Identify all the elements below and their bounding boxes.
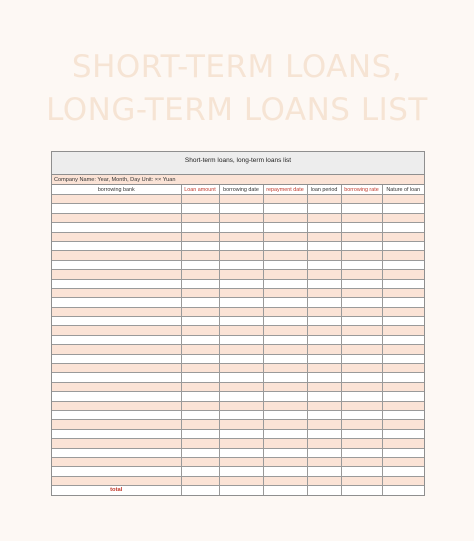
- table-cell[interactable]: [382, 354, 424, 363]
- table-cell[interactable]: [341, 420, 382, 429]
- table-cell[interactable]: [382, 204, 424, 213]
- table-cell[interactable]: [341, 298, 382, 307]
- total-cell[interactable]: [382, 486, 424, 495]
- table-cell[interactable]: [52, 335, 181, 344]
- table-cell[interactable]: [263, 382, 307, 391]
- table-cell[interactable]: [52, 317, 181, 326]
- table-cell[interactable]: [382, 241, 424, 250]
- table-cell[interactable]: [181, 373, 219, 382]
- table-cell[interactable]: [341, 241, 382, 250]
- table-cell[interactable]: [382, 448, 424, 457]
- col-header-loan-period: loan period: [307, 185, 341, 195]
- table-cell[interactable]: [307, 223, 341, 232]
- col-header-borrowing-bank: borrowing bank: [52, 185, 181, 195]
- table-cell[interactable]: [52, 420, 181, 429]
- table-cell[interactable]: [219, 420, 263, 429]
- table-cell[interactable]: [219, 439, 263, 448]
- page-title: [0, 46, 474, 132]
- table-cell[interactable]: [307, 270, 341, 279]
- table-cell[interactable]: [52, 260, 181, 269]
- table-row: [52, 195, 424, 204]
- table-cell[interactable]: [307, 410, 341, 419]
- table-row: [52, 326, 424, 335]
- table-cell[interactable]: [52, 345, 181, 354]
- table-cell[interactable]: [181, 232, 219, 241]
- table-cell[interactable]: [219, 335, 263, 344]
- table-cell[interactable]: [181, 476, 219, 485]
- table-cell[interactable]: [181, 401, 219, 410]
- table-row: [52, 429, 424, 438]
- table-row: [52, 223, 424, 232]
- total-label: total: [52, 486, 181, 495]
- table-cell[interactable]: [263, 373, 307, 382]
- company-unit-row: Company Name: Year, Month, Day Unit: ×× Yuan: [52, 175, 424, 185]
- table-cell[interactable]: [382, 260, 424, 269]
- table-cell[interactable]: [341, 373, 382, 382]
- table-cell[interactable]: [307, 401, 341, 410]
- table-cell[interactable]: [181, 279, 219, 288]
- table-cell[interactable]: [341, 251, 382, 260]
- table-cell[interactable]: [52, 364, 181, 373]
- table-cell[interactable]: [307, 476, 341, 485]
- table-cell[interactable]: [307, 364, 341, 373]
- table-cell[interactable]: [181, 429, 219, 438]
- table-cell[interactable]: [307, 213, 341, 222]
- table-row: [52, 448, 424, 457]
- table-cell[interactable]: [263, 410, 307, 419]
- col-header-loan-amount: Loan amount: [181, 185, 219, 195]
- table-row: [52, 307, 424, 316]
- table-cell[interactable]: [52, 373, 181, 382]
- table-cell[interactable]: [341, 204, 382, 213]
- table-cell[interactable]: [341, 345, 382, 354]
- table-cell[interactable]: [219, 476, 263, 485]
- table-cell[interactable]: [263, 439, 307, 448]
- col-header-borrowing-rate: borrowing rate: [341, 185, 382, 195]
- table-cell[interactable]: [307, 373, 341, 382]
- table-row: [52, 345, 424, 354]
- table-row: [52, 298, 424, 307]
- table-row: [52, 382, 424, 391]
- table-cell[interactable]: [52, 382, 181, 391]
- table-cell[interactable]: [263, 298, 307, 307]
- table-cell[interactable]: [52, 270, 181, 279]
- table-cell[interactable]: [307, 439, 341, 448]
- table-cell[interactable]: [307, 382, 341, 391]
- table-row: [52, 213, 424, 222]
- table-cell[interactable]: [341, 382, 382, 391]
- table-cell[interactable]: [307, 429, 341, 438]
- table-cell[interactable]: [52, 232, 181, 241]
- table-row: [52, 335, 424, 344]
- table-cell[interactable]: [263, 270, 307, 279]
- table-row: [52, 317, 424, 326]
- table-cell[interactable]: [181, 420, 219, 429]
- table-cell[interactable]: [382, 401, 424, 410]
- table-cell[interactable]: [219, 467, 263, 476]
- table-cell[interactable]: [52, 223, 181, 232]
- table-cell[interactable]: [341, 232, 382, 241]
- table-cell[interactable]: [181, 467, 219, 476]
- table-cell[interactable]: [181, 204, 219, 213]
- total-cell[interactable]: [181, 486, 219, 495]
- table-cell[interactable]: [307, 392, 341, 401]
- total-cell[interactable]: [341, 486, 382, 495]
- table-row: [52, 410, 424, 419]
- table-cell[interactable]: [341, 448, 382, 457]
- table-cell[interactable]: [382, 288, 424, 297]
- table-cell[interactable]: [382, 364, 424, 373]
- table-cell[interactable]: [263, 251, 307, 260]
- table-cell[interactable]: [307, 467, 341, 476]
- table-cell[interactable]: [263, 279, 307, 288]
- table-cell[interactable]: [181, 288, 219, 297]
- table-row: [52, 401, 424, 410]
- col-header-repayment-date: repayment date: [263, 185, 307, 195]
- table-cell[interactable]: [263, 213, 307, 222]
- table-cell[interactable]: [382, 213, 424, 222]
- table-cell[interactable]: [382, 307, 424, 316]
- table-cell[interactable]: [52, 467, 181, 476]
- table-cell[interactable]: [181, 335, 219, 344]
- sheet-title: Short-term loans, long-term loans list: [52, 152, 424, 175]
- table-cell[interactable]: [341, 410, 382, 419]
- table-cell[interactable]: [181, 457, 219, 466]
- table-cell[interactable]: [219, 251, 263, 260]
- table-cell[interactable]: [52, 354, 181, 363]
- table-cell[interactable]: [181, 251, 219, 260]
- table-row: [52, 354, 424, 363]
- table-cell[interactable]: [181, 223, 219, 232]
- loan-list-sheet: [51, 151, 425, 496]
- table-cell[interactable]: [263, 429, 307, 438]
- table-cell[interactable]: [341, 354, 382, 363]
- table-cell[interactable]: [341, 326, 382, 335]
- table-cell[interactable]: [181, 439, 219, 448]
- table-cell[interactable]: [307, 457, 341, 466]
- table-cell[interactable]: [181, 307, 219, 316]
- table-cell[interactable]: [263, 260, 307, 269]
- table-cell[interactable]: [52, 279, 181, 288]
- table-cell[interactable]: [263, 467, 307, 476]
- table-cell[interactable]: [219, 345, 263, 354]
- table-row: [52, 476, 424, 485]
- table-row: [52, 467, 424, 476]
- table-cell[interactable]: [382, 439, 424, 448]
- table-cell[interactable]: [382, 270, 424, 279]
- table-row: [52, 457, 424, 466]
- table-cell[interactable]: [52, 307, 181, 316]
- table-cell[interactable]: [382, 326, 424, 335]
- table-cell[interactable]: [219, 354, 263, 363]
- table-cell[interactable]: [307, 232, 341, 241]
- table-cell[interactable]: [181, 241, 219, 250]
- table-cell[interactable]: [219, 260, 263, 269]
- loan-table: [52, 185, 424, 495]
- table-cell[interactable]: [52, 326, 181, 335]
- col-header-nature-of-loan: Nature of loan: [382, 185, 424, 195]
- table-cell[interactable]: [307, 345, 341, 354]
- table-row: [52, 270, 424, 279]
- table-cell[interactable]: [219, 270, 263, 279]
- table-row: [52, 279, 424, 288]
- table-cell[interactable]: [181, 317, 219, 326]
- table-cell[interactable]: [219, 298, 263, 307]
- table-cell[interactable]: [219, 326, 263, 335]
- table-cell[interactable]: [52, 213, 181, 222]
- table-cell[interactable]: [341, 457, 382, 466]
- table-cell[interactable]: [341, 288, 382, 297]
- table-cell[interactable]: [382, 373, 424, 382]
- table-cell[interactable]: [52, 204, 181, 213]
- table-cell[interactable]: [307, 307, 341, 316]
- table-cell[interactable]: [307, 317, 341, 326]
- table-cell[interactable]: [382, 279, 424, 288]
- table-cell[interactable]: [382, 251, 424, 260]
- table-cell[interactable]: [52, 476, 181, 485]
- table-cell[interactable]: [382, 392, 424, 401]
- table-cell[interactable]: [263, 335, 307, 344]
- table-cell[interactable]: [341, 392, 382, 401]
- total-cell[interactable]: [263, 486, 307, 495]
- table-cell[interactable]: [307, 420, 341, 429]
- table-cell[interactable]: [52, 288, 181, 297]
- total-row: [52, 486, 424, 495]
- table-row: [52, 241, 424, 250]
- table-cell[interactable]: [219, 195, 263, 204]
- table-cell[interactable]: [263, 223, 307, 232]
- table-cell[interactable]: [307, 298, 341, 307]
- table-cell[interactable]: [263, 241, 307, 250]
- table-row: [52, 420, 424, 429]
- table-cell[interactable]: [219, 457, 263, 466]
- table-cell[interactable]: [382, 195, 424, 204]
- table-cell[interactable]: [219, 317, 263, 326]
- table-cell[interactable]: [181, 354, 219, 363]
- table-cell[interactable]: [181, 270, 219, 279]
- table-cell[interactable]: [341, 429, 382, 438]
- table-cell[interactable]: [219, 241, 263, 250]
- table-cell[interactable]: [382, 476, 424, 485]
- table-cell[interactable]: [181, 392, 219, 401]
- table-cell[interactable]: [52, 298, 181, 307]
- table-cell[interactable]: [181, 345, 219, 354]
- table-cell[interactable]: [341, 307, 382, 316]
- table-cell[interactable]: [219, 223, 263, 232]
- page-title-line-1: SHORT-TERM LOANS,: [71, 49, 403, 85]
- table-cell[interactable]: [52, 429, 181, 438]
- table-cell[interactable]: [52, 401, 181, 410]
- total-cell[interactable]: [219, 486, 263, 495]
- table-cell[interactable]: [307, 288, 341, 297]
- table-row: [52, 260, 424, 269]
- table-row: [52, 251, 424, 260]
- table-cell[interactable]: [382, 410, 424, 419]
- table-cell[interactable]: [181, 364, 219, 373]
- table-cell[interactable]: [341, 223, 382, 232]
- table-cell[interactable]: [263, 448, 307, 457]
- table-cell[interactable]: [307, 195, 341, 204]
- table-cell[interactable]: [263, 232, 307, 241]
- table-cell[interactable]: [219, 373, 263, 382]
- table-cell[interactable]: [382, 298, 424, 307]
- table-cell[interactable]: [219, 392, 263, 401]
- table-cell[interactable]: [263, 457, 307, 466]
- table-cell[interactable]: [341, 279, 382, 288]
- table-cell[interactable]: [307, 326, 341, 335]
- table-cell[interactable]: [307, 279, 341, 288]
- table-row: [52, 439, 424, 448]
- table-cell[interactable]: [263, 326, 307, 335]
- table-cell[interactable]: [307, 335, 341, 344]
- table-cell[interactable]: [219, 401, 263, 410]
- table-row: [52, 204, 424, 213]
- table-cell[interactable]: [263, 354, 307, 363]
- table-cell[interactable]: [219, 279, 263, 288]
- table-cell[interactable]: [52, 241, 181, 250]
- table-row: [52, 392, 424, 401]
- table-cell[interactable]: [181, 298, 219, 307]
- table-cell[interactable]: [307, 260, 341, 269]
- table-cell[interactable]: [219, 382, 263, 391]
- table-cell[interactable]: [382, 457, 424, 466]
- table-cell[interactable]: [341, 195, 382, 204]
- table-cell[interactable]: [382, 382, 424, 391]
- table-cell[interactable]: [382, 223, 424, 232]
- table-cell[interactable]: [341, 335, 382, 344]
- table-cell[interactable]: [52, 457, 181, 466]
- table-cell[interactable]: [382, 317, 424, 326]
- table-cell[interactable]: [263, 307, 307, 316]
- table-cell[interactable]: [263, 476, 307, 485]
- table-cell[interactable]: [52, 410, 181, 419]
- table-cell[interactable]: [263, 204, 307, 213]
- table-cell[interactable]: [382, 335, 424, 344]
- table-cell[interactable]: [52, 448, 181, 457]
- table-cell[interactable]: [181, 382, 219, 391]
- table-cell[interactable]: [219, 288, 263, 297]
- table-cell[interactable]: [52, 251, 181, 260]
- table-cell[interactable]: [263, 420, 307, 429]
- table-cell[interactable]: [219, 232, 263, 241]
- table-cell[interactable]: [219, 307, 263, 316]
- table-cell[interactable]: [181, 326, 219, 335]
- table-cell[interactable]: [341, 476, 382, 485]
- table-cell[interactable]: [181, 448, 219, 457]
- table-row: [52, 288, 424, 297]
- table-cell[interactable]: [219, 213, 263, 222]
- table-cell[interactable]: [263, 195, 307, 204]
- table-cell[interactable]: [181, 195, 219, 204]
- table-cell[interactable]: [307, 241, 341, 250]
- table-cell[interactable]: [341, 270, 382, 279]
- table-row: [52, 364, 424, 373]
- total-cell[interactable]: [307, 486, 341, 495]
- table-body: [52, 195, 424, 486]
- table-cell[interactable]: [341, 213, 382, 222]
- table-cell[interactable]: [307, 354, 341, 363]
- table-cell[interactable]: [52, 195, 181, 204]
- table-cell[interactable]: [219, 364, 263, 373]
- table-cell[interactable]: [307, 204, 341, 213]
- table-cell[interactable]: [263, 401, 307, 410]
- table-cell[interactable]: [341, 401, 382, 410]
- col-header-borrowing-date: borrowing date: [219, 185, 263, 195]
- table-row: [52, 232, 424, 241]
- table-cell[interactable]: [263, 364, 307, 373]
- table-cell[interactable]: [219, 429, 263, 438]
- page-title-line-2: LONG-TERM LOANS LIST: [46, 92, 428, 128]
- table-cell[interactable]: [341, 260, 382, 269]
- table-cell[interactable]: [52, 392, 181, 401]
- table-cell[interactable]: [341, 317, 382, 326]
- table-cell[interactable]: [307, 448, 341, 457]
- table-row: [52, 373, 424, 382]
- table-cell[interactable]: [52, 439, 181, 448]
- table-cell[interactable]: [382, 232, 424, 241]
- table-cell[interactable]: [263, 392, 307, 401]
- table-cell[interactable]: [341, 467, 382, 476]
- table-cell[interactable]: [307, 251, 341, 260]
- table-cell[interactable]: [263, 317, 307, 326]
- table-cell[interactable]: [181, 213, 219, 222]
- table-cell[interactable]: [382, 345, 424, 354]
- table-cell[interactable]: [181, 410, 219, 419]
- table-cell[interactable]: [263, 288, 307, 297]
- table-cell[interactable]: [382, 467, 424, 476]
- table-cell[interactable]: [219, 204, 263, 213]
- table-cell[interactable]: [219, 448, 263, 457]
- table-cell[interactable]: [181, 260, 219, 269]
- table-cell[interactable]: [219, 410, 263, 419]
- table-cell[interactable]: [341, 439, 382, 448]
- table-cell[interactable]: [382, 429, 424, 438]
- table-cell[interactable]: [341, 364, 382, 373]
- table-cell[interactable]: [382, 420, 424, 429]
- header-row: [52, 185, 424, 195]
- table-cell[interactable]: [263, 345, 307, 354]
